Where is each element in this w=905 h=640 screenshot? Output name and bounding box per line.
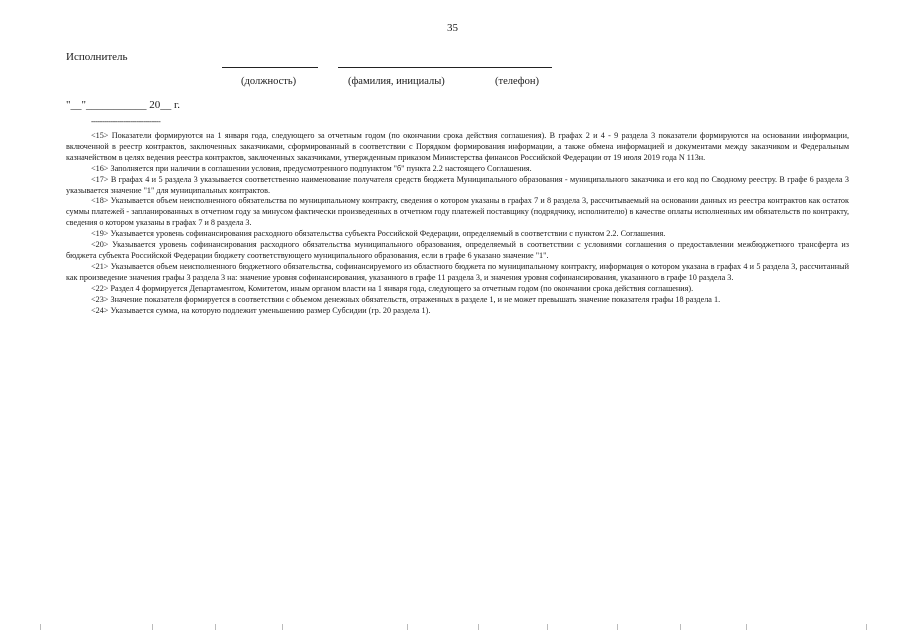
- footnote-22: <22> Раздел 4 формируется Департаментом, Комитетом, иным органом власти на 1 января года, следующего за отчетным годом (по окончании срока действия соглашения).: [91, 283, 694, 293]
- footnote-19: <19> Указывается уровень софинансирования расходного обязательства субъекта Российской Федерации, определяемый в соответствии с пунктом 2.2. Соглашения.: [91, 229, 666, 239]
- footnotes: [66, 131, 849, 316]
- footnote-23: <23> Значение показателя формируется в соответствии с объемом денежных обязательств, отраженных в разделе 1, и не может превышать значение показателя графы 18 раздела 1.: [91, 294, 721, 304]
- name-caption: (фамилия, инициалы): [348, 76, 445, 87]
- page-number: 35: [447, 22, 458, 34]
- name-signature-line: [338, 67, 552, 68]
- footnote-21: <21> Указывается объем неисполненного бюджетного обязательства, софинансируемого из областного бюджета по муниципальному контракту, информация о котором указана в графах 4 и 5 раздела 3, рассчитанный как произведение значения графы 3 раздела 3 на: значение уровня софинансирования, указанного в графе 11 раздела 3, и значения уровня софинансирования, указанного в графе 10 раздела 3.: [66, 261, 849, 282]
- footnote-separator: --------------------------------: [91, 117, 161, 126]
- position-signature-line: [222, 67, 318, 68]
- scan-edge-marks: [0, 624, 905, 634]
- footnote-18: <18> Указывается объем неисполненного обязательства по муниципальному контракту, сведения о котором указаны в графах 7 и 8 раздела 3, рассчитываемый на основании данных из реестра контрактов как остаток суммы платежей - запланированных в отчетном году за минусом фактически произведенных в отчетном году платежей поставщику (подрядчику, исполнителю) в качестве оплаты исполненных им обязательств по контракту, сведения о котором указаны в графах 7 и 8 раздела 3.: [66, 196, 849, 228]
- footnote-16: <16> Заполняется при наличии в соглашении условия, предусмотренного подпунктом "б" пункта 2.2 настоящего Соглашения.: [91, 163, 532, 173]
- footnote-24: <24> Указывается сумма, на которую подлежит уменьшению размер Субсидии (гр. 20 раздела 1).: [91, 305, 431, 315]
- executor-label: Исполнитель: [66, 51, 128, 63]
- footnote-17: <17> В графах 4 и 5 раздела 3 указывается соответственно наименование получателя средств бюджета Муниципального образования - муниципального заказчика и его код по Сводному реестру. В графе 6 раздела 3 указывается значение "1" для муниципальных контрактов.: [66, 174, 849, 195]
- date-line: "__"___________ 20__ г.: [66, 99, 181, 111]
- footnote-20: <20> Указывается уровень софинансирования расходного обязательства муниципального образования, определяемый в соответствии с условиями соглашения о предоставлении межбюджетного трансферта из бюджета субъекта Российской Федерации бюджету соответствующего муниципального образования, если в графе 6 указано значение "1".: [66, 240, 849, 260]
- position-caption: (должность): [241, 76, 297, 87]
- footnote-15: <15> Показатели формируются на 1 января года, следующего за отчетным годом (по окончании срока действия соглашения). В графах 2 и 4 - 9 раздела 3 показатели формируются на основании информации, включенной в реестр контрактов, заключенных заказчиками, сформированный в соответствии с Порядком формирования информации, а также обмена информацией и документами между заказчиком и Федеральным казначейством в целях ведения реестра контрактов, заключенных заказчиками, утвержденным приказом Министерства финансов Российской Федерации от 19 июля 2019 года N 113н.: [66, 131, 849, 162]
- phone-caption: (телефон): [495, 76, 539, 87]
